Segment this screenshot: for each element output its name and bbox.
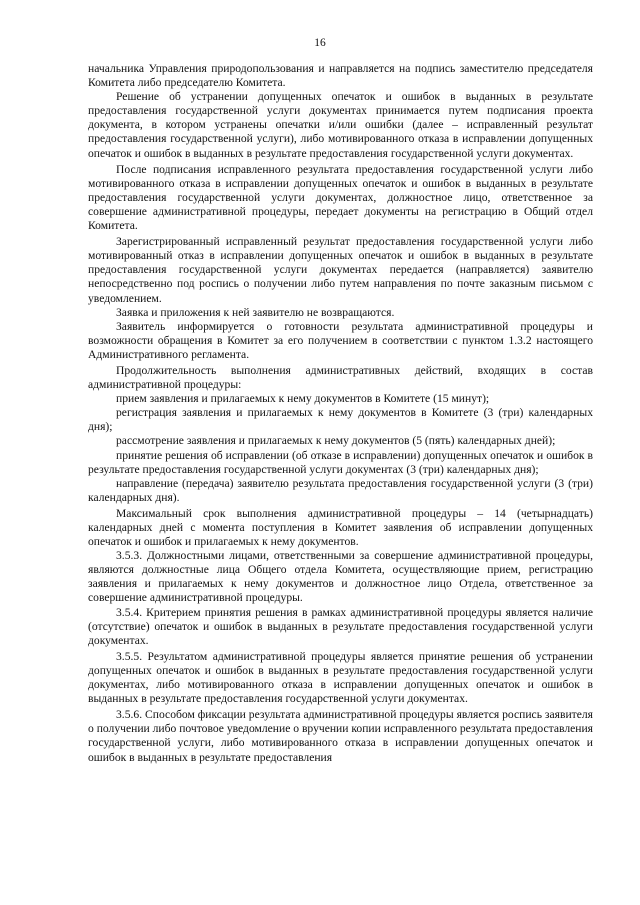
paragraph: Заявитель информируется о готовности результата административной процедуры и возможности обращения в Комитет за его получением в соответствии с пунктом 1.3.2 настоящего Административного регламента. [88, 319, 593, 361]
page-number: 16 [314, 37, 326, 49]
paragraph: После подписания исправленного результата предоставления государственной услуги либо мотивированного отказа в исправлении допущенных опечаток и ошибок в выданных в результате предоставления государственной услуги документах, должностное лицо, ответственное за совершение административной процедуры, передает документы на регистрацию в Общий отдел Комитета. [88, 162, 593, 233]
paragraph: Максимальный срок выполнения административной процедуры – 14 (четырнадцать) календарных дней с момента поступления в Комитет заявления об исправлении допущенных опечаток и ошибок и прилагаемых к нему документов. [88, 506, 593, 549]
paragraph: начальника Управления природопользования и направляется на подпись заместителю председателя Комитета либо председателю Комитета. [88, 62, 593, 90]
document-body [88, 62, 593, 765]
list-item: прием заявления и прилагаемых к нему документов в Комитете (15 минут); [116, 392, 490, 406]
section-3-5-3: 3.5.3. Должностными лицами, ответственными за совершение административной процедуры, являются должностные лица Общего отдела Комитета, осуществляющие прием, регистрацию заявления и прилагаемых к нему документов и должностное лицо Отдела, ответственное за совершение административной процедуры. [88, 549, 593, 605]
section-3-5-5: 3.5.5. Результатом административной процедуры является принятие решения об устранении допущенных опечаток и ошибок в выданных в результате предоставления государственной услуги документах, либо мотивированного отказа в исправлении допущенных опечаток и ошибок в выданных в результате предоставления государственной услуги документах. [88, 649, 593, 706]
paragraph: Зарегистрированный исправленный результат предоставления государственной услуги либо мотивированный отказ в исправлении допущенных опечаток и ошибок в выданных в результате предоставления государственной услуги документах передается (направляется) заявителю непосредственно под роспись о получении либо путем направления по почте заказным письмом с уведомлением. [88, 235, 593, 305]
section-3-5-6: 3.5.6. Способом фиксации результата административной процедуры является роспись заявителя о получении либо почтовое уведомление о вручении копии исправленного результата предоставления государственной услуги, либо мотивированного отказа в исправлении допущенных опечаток и ошибок в выданных в результате предоставления [88, 708, 593, 764]
paragraph: Продолжительность выполнения административных действий, входящих в состав административной процедуры: [88, 363, 593, 392]
section-3-5-4: 3.5.4. Критерием принятия решения в рамках административной процедуры является наличие (отсутствие) опечаток и ошибок в выданных в результате предоставления государственной услуги документах. [88, 605, 593, 647]
list-item: регистрация заявления и прилагаемых к нему документов в Комитете (3 (три) календарных дня); [88, 406, 593, 434]
list-item: принятие решения об исправлении (об отказе в исправлении) допущенных опечаток и ошибок в результате предоставления государственной услуги документах (3 (три) календарных дня); [88, 448, 593, 476]
paragraph: Решение об устранении допущенных опечаток и ошибок в выданных в результате предоставления государственной услуги документах принимается путем подписания проекта документа, в котором устранены опечатки и/или ошибки (далее – исправленный результат предоставления государственной услуги), либо мотивированного отказа в исправлении допущенных опечаток и ошибок в выданных в результате предоставления государственной услуги документах. [88, 90, 593, 160]
list-item: направление (передача) заявителю результата предоставления государственной услуги (3 (три) календарных дня). [88, 476, 593, 504]
paragraph: Заявка и приложения к ней заявителю не возвращаются. [116, 305, 395, 319]
list-item: рассмотрение заявления и прилагаемых к нему документов (5 (пять) календарных дней); [116, 434, 556, 448]
